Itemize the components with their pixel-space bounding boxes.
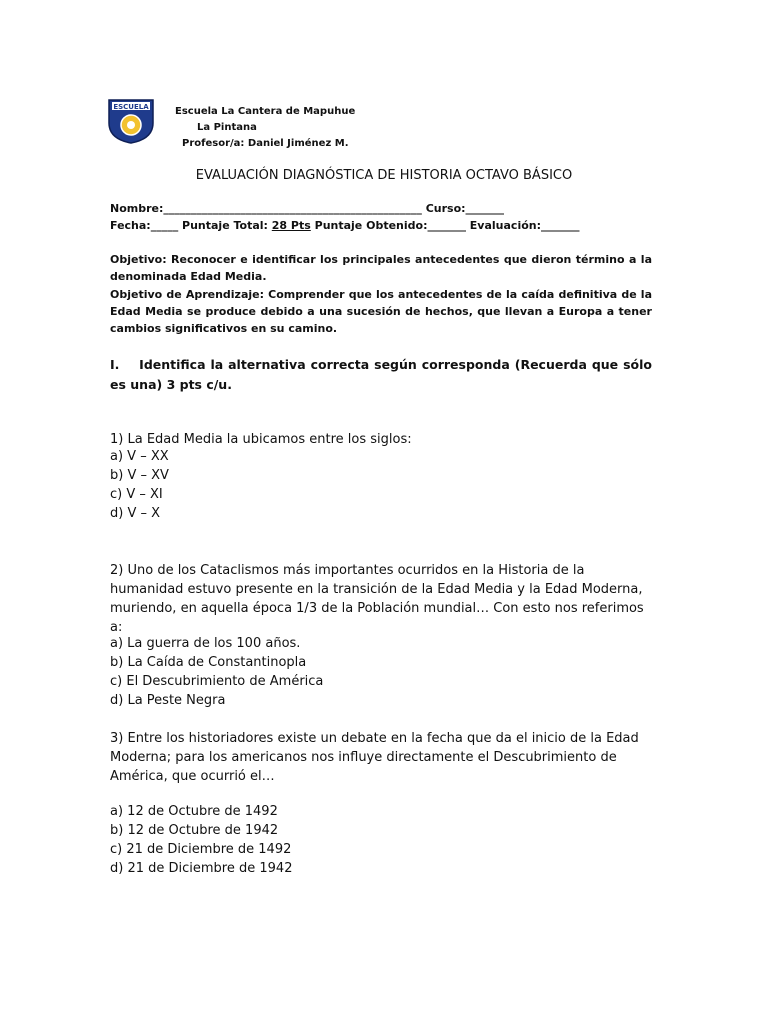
logo-text: ESCUELA	[113, 103, 149, 111]
nombre-field[interactable]: Nombre:_______________________________________________	[110, 202, 422, 215]
score-fields[interactable]: Puntaje Obtenido:_______ Evaluación:_______	[310, 219, 580, 232]
section-instructions: Identifica la alternativa correcta según corresponda (Recuerda que sólo es una) 3 pts c/u.	[110, 357, 652, 392]
total-score: 28 Pts	[271, 219, 311, 232]
page-title: EVALUACIÓN DIAGNÓSTICA DE HISTORIA OCTAVO BÁSICO	[195, 168, 573, 183]
question-1-option-c[interactable]: c) V – XI	[110, 487, 163, 502]
section-number: I.	[110, 357, 120, 372]
fecha-field[interactable]: Fecha:_____ Puntaje Total:	[110, 219, 272, 232]
question-3-option-a[interactable]: a) 12 de Octubre de 1492	[110, 804, 278, 819]
school-commune: La Pintana	[197, 122, 257, 133]
question-1-option-b[interactable]: b) V – XV	[110, 468, 169, 483]
question-1-text: 1) La Edad Media la ubicamos entre los siglos:	[110, 432, 412, 447]
question-2-option-d[interactable]: d) La Peste Negra	[110, 693, 226, 708]
school-name: Escuela La Cantera de Mapuhue	[175, 106, 356, 117]
question-3-option-b[interactable]: b) 12 de Octubre de 1942	[110, 823, 279, 838]
question-2-option-a[interactable]: a) La guerra de los 100 años.	[110, 636, 301, 651]
teacher-name: Profesor/a: Daniel Jiménez M.	[182, 138, 349, 149]
question-2-option-c[interactable]: c) El Descubrimiento de América	[110, 674, 324, 689]
question-3-option-d[interactable]: d) 21 de Diciembre de 1942	[110, 861, 293, 876]
objective-text: Objetivo: Reconocer e identificar los principales antecedentes que dieron término a la denominada Edad Media.	[110, 253, 652, 283]
question-1-option-d[interactable]: d) V – X	[110, 506, 161, 521]
score-line	[110, 219, 580, 232]
question-1-option-a[interactable]: a) V – XX	[110, 449, 169, 464]
learning-objective-text: Objetivo de Aprendizaje: Comprender que los antecedentes de la caída definitiva de la Edad Media se produce debido a una sucesión de hechos, que llevan a Europa a tener cambios significativos en su camino.	[110, 288, 652, 335]
question-2-text: 2) Uno de los Cataclismos más importantes ocurridos en la Historia de la humanidad estuvo presente en la transición de la Edad Media y la Edad Moderna, muriendo, en aquella época 1/3 de la Población mundial… Con esto nos referimos a:	[110, 563, 644, 635]
question-3-text: 3) Entre los historiadores existe un debate en la fecha que da el inicio de la Edad Moderna; para los americanos nos influye directamente el Descubrimiento de América, que ocurrió el…	[110, 731, 639, 784]
question-2-option-b[interactable]: b) La Caída de Constantinopla	[110, 655, 307, 670]
question-3-option-c[interactable]: c) 21 de Diciembre de 1492	[110, 842, 292, 857]
name-course-line	[110, 202, 504, 215]
curso-field[interactable]: Curso:_______	[421, 202, 505, 215]
school-logo	[106, 97, 156, 145]
section-heading	[110, 355, 652, 395]
